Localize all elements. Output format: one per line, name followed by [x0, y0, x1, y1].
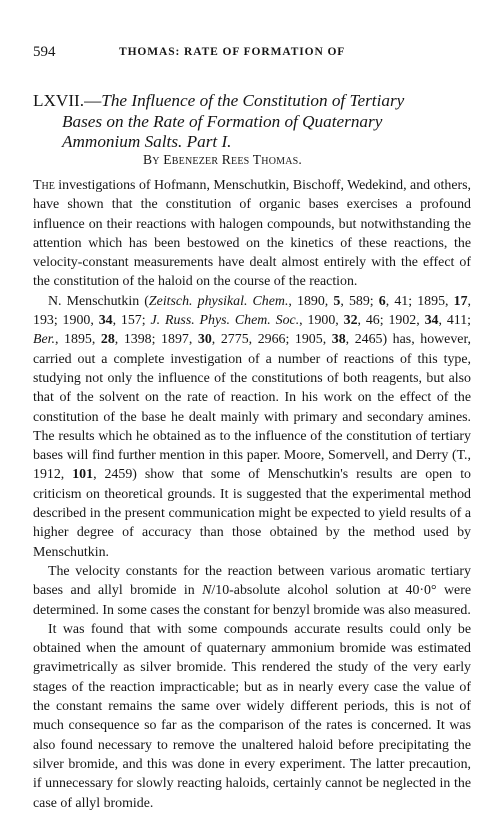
p2-text: , 46; 1902,	[357, 313, 425, 329]
paragraph-lead-word: The	[33, 178, 55, 193]
p2-text: , 2465) has, however, carried out a complete investigation of a number of reactions of this type, studying not only the influence of the constitutions of both reagents, but also that of the solvent on the rate of reaction. In his work on the effect of the constitution of the base he dealt mainly with primary and secondary amines. The results which he obtained as to the influence of the constitution of tertiary bases will find further mention in this paper. Moore, Somervell, and Derry (T., 1912,	[33, 332, 471, 483]
volume-number: 6	[378, 293, 386, 309]
article-body	[33, 176, 471, 813]
title-line-1	[33, 91, 473, 112]
p3-text: The velocity constants for the reaction between various aromatic tertiary bases and allyl bromide in	[33, 563, 471, 599]
title-line-3	[33, 132, 473, 153]
volume-number: 32	[343, 313, 358, 329]
p2-text: , 41; 1895,	[385, 293, 454, 309]
paragraph-3	[33, 562, 471, 620]
volume-number: 28	[100, 332, 115, 348]
paragraph-1-text: investigations of Hofmann, Menschutkin, Bischoff, Wedekind, and others, have shown that the constitution of organic bases exercises a profound influence on their reactions with halogen compounds, but notwithstanding the attention which has been bestowed on the kinetics of these reactions, the velocity-constant measurements have dealt almost entirely with the effect of the constitution of the haloid on the course of the reaction.	[33, 178, 472, 290]
title-text-1: The Influence of the Constitution of Tertiary	[101, 91, 405, 110]
journal-citation: J. Russ. Phys. Chem. Soc.	[150, 313, 300, 329]
volume-number: 17	[453, 293, 468, 309]
p2-text: , 1900,	[299, 313, 344, 329]
p2-text: , 1398; 1897,	[114, 332, 198, 348]
volume-number: 34	[98, 313, 113, 329]
paragraph-1	[33, 176, 471, 292]
volume-number: 30	[197, 332, 212, 348]
running-title: THOMAS: RATE OF FORMATION OF	[119, 46, 346, 58]
p2-text: , 193; 1900,	[33, 293, 471, 329]
p2-text: , 411;	[438, 313, 471, 329]
paragraph-2	[33, 292, 471, 562]
title-text-3: Ammonium Salts. Part I.	[62, 132, 232, 151]
author-byline: By Ebenezer Rees Thomas.	[143, 152, 303, 167]
title-number: LXVII.—	[33, 91, 102, 110]
p2-text: , 2459) show that some of Menschutkin's results are open to criticism on theoretical grounds. It is suggested that the experimental method described in the present communication might be expected to yield results of a higher degree of accuracy than those obtained by the method used by Menschutkin.	[33, 467, 472, 560]
journal-citation: Zeitsch. physikal. Chem.	[148, 293, 289, 309]
volume-number: 101	[72, 467, 94, 483]
normality-symbol: N	[202, 583, 212, 599]
volume-number: 5	[333, 293, 341, 309]
page-number: 594	[33, 44, 56, 60]
article-title	[33, 91, 473, 153]
journal-citation: Ber.	[33, 332, 55, 348]
p2-text: , 589;	[340, 293, 379, 309]
p2-text: , 157;	[112, 313, 151, 329]
title-line-2	[33, 112, 473, 133]
running-head	[33, 44, 467, 64]
p2-text: , 2775, 2966; 1905,	[211, 332, 332, 348]
volume-number: 34	[424, 313, 439, 329]
p3-text: /10-absolute alcohol solution at 40·0° were determined. In some cases the constant for benzyl bromide was also measured.	[33, 583, 471, 618]
p2-text: , 1895,	[55, 332, 101, 348]
p2-text: N. Menschutkin (	[48, 293, 149, 309]
title-text-2: Bases on the Rate of Formation of Quaternary	[62, 111, 383, 131]
paragraph-4: It was found that with some compounds accurate results could only be obtained when the amount of quaternary ammonium bromide was estimated gravimetrically as silver bromide. This rendered the study of the very early stages of the reaction impracticable; but as in nearly every case the value of the constant remains the same over widely different periods, this is not of much consequence so far as the comparison of the rates is concerned. It was also found necessary to remove the unaltered haloid before precipitating the silver bromide, and this was done in every experiment. The latter precaution, if unnecessary for slowly reacting haloids, certainly cannot be neglected in the case of allyl bromide.	[33, 621, 471, 811]
volume-number: 38	[331, 332, 346, 348]
p2-text: , 1890,	[288, 293, 334, 309]
